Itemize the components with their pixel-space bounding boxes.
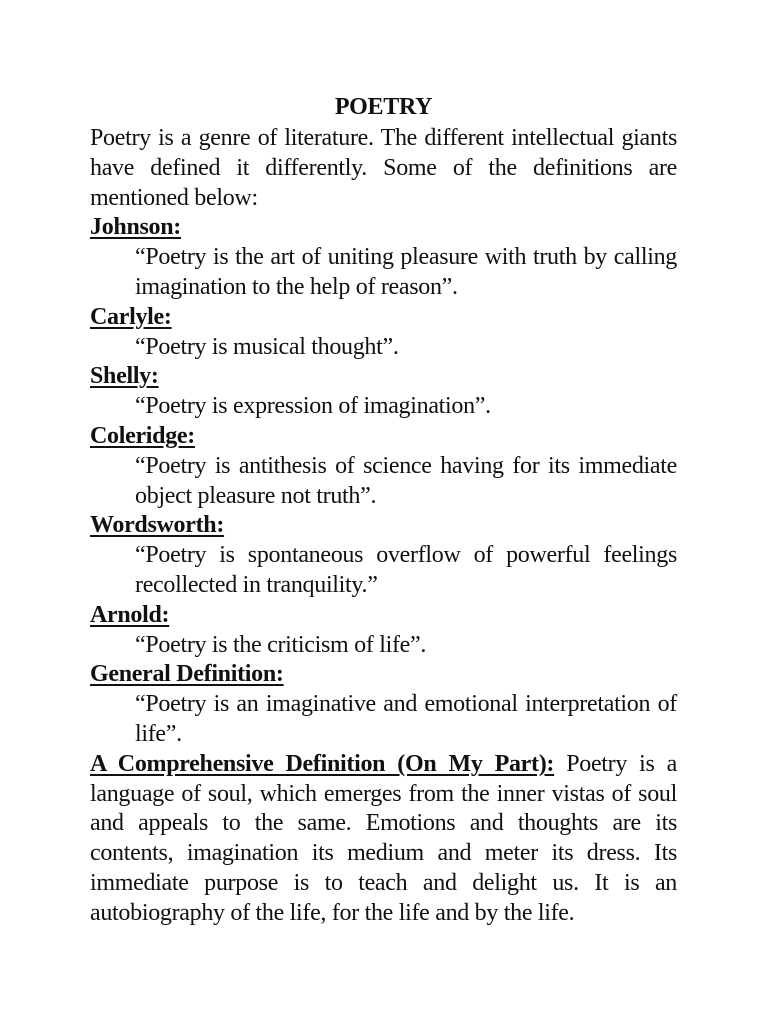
definition-quote-arnold: “Poetry is the criticism of life”. — [135, 631, 427, 658]
definition-author-coleridge: Coleridge: — [90, 422, 195, 449]
comprehensive-definition-heading: A Comprehensive Definition (On My Part): — [90, 750, 555, 777]
definition-author-shelly: Shelly: — [90, 363, 159, 390]
definition-quote-wordsworth: “Poetry is spontaneous overflow of powerful feelings recollected in tranquility.” — [135, 542, 677, 598]
definition-author-carlyle: Carlyle: — [90, 303, 172, 330]
definition-author-arnold: Arnold: — [90, 601, 170, 628]
definition-author-general: General Definition: — [90, 661, 284, 688]
intro-paragraph: Poetry is a genre of literature. The different intellectual giants have defined it differently. Some of the definitions are mentioned below: — [90, 125, 677, 211]
page-title: POETRY — [334, 94, 433, 120]
definition-quote-shelly: “Poetry is expression of imagination”. — [135, 393, 491, 420]
definition-quote-coleridge: “Poetry is antithesis of science having for its immediate object pleasure not truth”. — [135, 452, 677, 509]
document-page — [90, 90, 677, 929]
comprehensive-definition-paragraph — [90, 750, 677, 929]
definition-quote-general: “Poetry is an imaginative and emotional interpretation of life”. — [135, 691, 677, 747]
definition-author-wordsworth: Wordsworth: — [90, 512, 225, 539]
definition-author-johnson: Johnson: — [90, 214, 181, 241]
comprehensive-definition-text: Poetry is a language of soul, which emerges from the inner vistas of soul and appeals to the same. Emotions and thoughts are its contents, imagination its medium and meter its dress. Its immediate purpose is to teach and delight us. It is an autobiography of the life, for the life and by the life. — [90, 750, 677, 926]
definition-quote-carlyle: “Poetry is musical thought”. — [135, 333, 399, 360]
definition-quote-johnson: “Poetry is the art of uniting pleasure with truth by calling imagination to the help of reason”. — [135, 244, 677, 300]
